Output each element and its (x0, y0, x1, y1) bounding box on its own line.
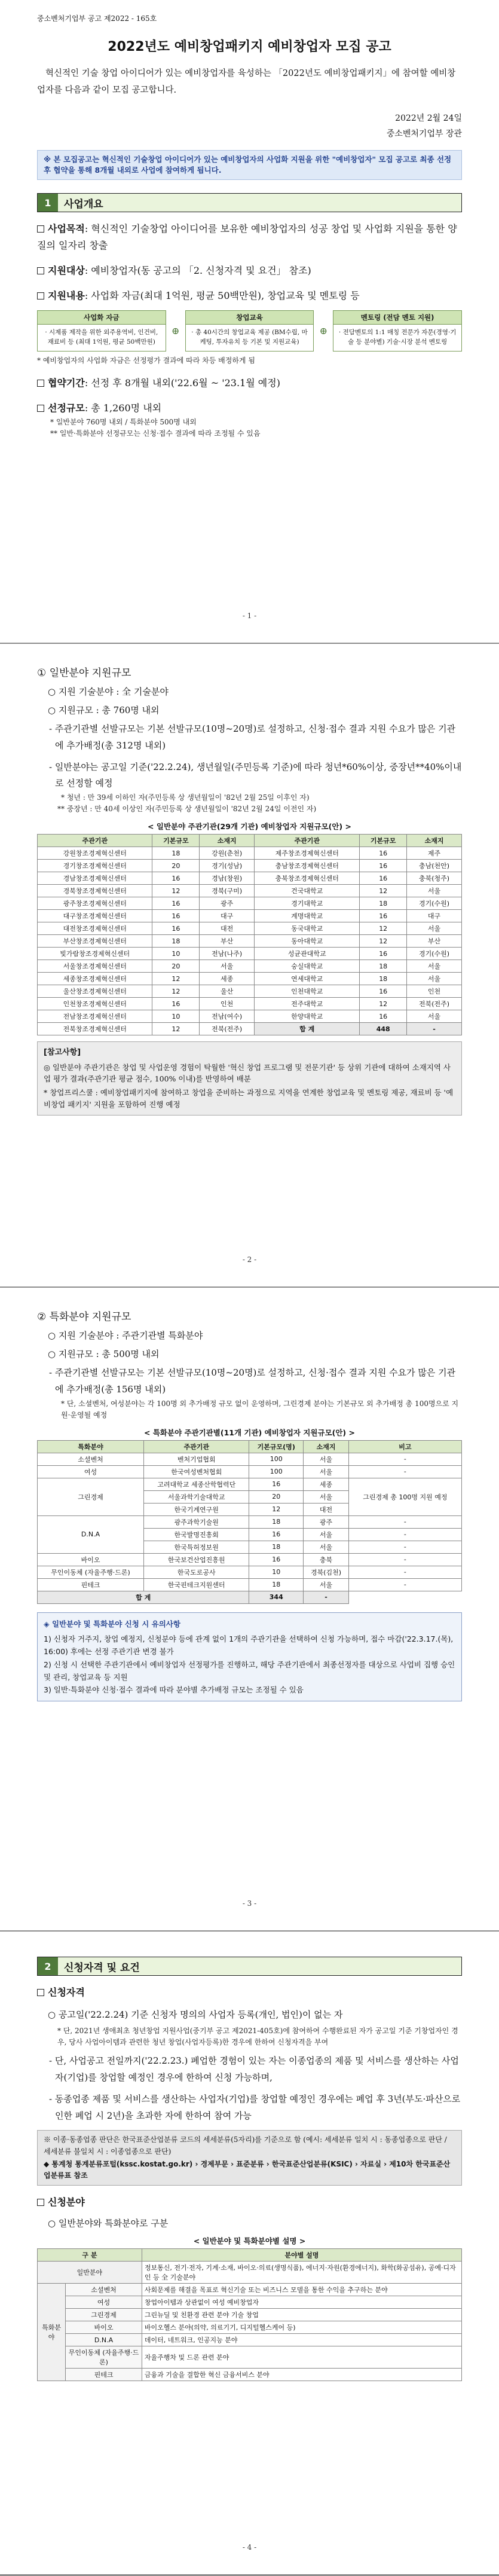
table-cell: 18 (249, 1515, 304, 1528)
general-field-heading: ① 일반분야 지원규모 (37, 667, 131, 679)
table-cell: 12 (152, 1023, 200, 1035)
table-cell: 제주 (407, 847, 462, 860)
table-cell: 20 (152, 860, 200, 872)
table-cell: 세종창조경제혁신센터 (38, 973, 152, 985)
table-cell: - (348, 1465, 461, 1478)
table-cell: 합 계 (255, 1023, 360, 1035)
table-cell: 핀테크 (66, 2369, 142, 2381)
table-cell: 경북창조경제혁신센터 (38, 885, 152, 897)
table-cell: 광주 (304, 1515, 349, 1528)
table-header-cell: 소재지 (407, 835, 462, 847)
table-cell: 전남(나주) (200, 948, 255, 960)
table-cell: 대전 (200, 922, 255, 935)
flow-box-mentoring: 멘토링 (전담 멘토 지원) · 전담멘토의 1:1 매칭 전문가 자문(경영·기술 등 분야별) 기술·시장 분석 멘토링 (333, 310, 462, 352)
table-cell: 전북(전주) (407, 998, 462, 1010)
checkbox-square-icon (37, 380, 44, 387)
table-cell: 서울 (304, 1528, 349, 1541)
table-cell: 16 (152, 922, 200, 935)
table-row (38, 2284, 462, 2296)
section-label: 신청자격 및 요건 (58, 1957, 461, 1975)
page-3 (0, 1288, 499, 1932)
table-row (38, 960, 462, 973)
content-item: 지원내용: 사업화 자금(최대 1억원, 평균 50백만원), 창업교육 및 멘토링 등 (37, 288, 462, 304)
table-cell: 여성 (38, 1465, 144, 1478)
table-cell: 16 (360, 847, 407, 860)
table-cell: 경북(구미) (200, 885, 255, 897)
application-notes-box (37, 1612, 462, 1702)
table-cell: 서울 (407, 973, 462, 985)
industry-code-box (37, 2130, 462, 2186)
eligibility-detail-1: - 단, 사업공고 전일까지('22.2.23.) 폐업한 경험이 있는 자는 이종업종의 제품 및 서비스를 생산하는 사업자(기업)를 창업할 예정인 경우에 한하여 신청 가능하며, (49, 2055, 459, 2083)
table-cell: 동국대학교 (255, 922, 360, 935)
table-cell: 창업아이템과 상관없이 여성 예비창업자 (142, 2296, 461, 2309)
checkbox-square-icon (37, 1989, 44, 1996)
table-row (38, 1515, 462, 1528)
plus-icon: ⊕ (319, 325, 328, 337)
table-cell: 세종 (304, 1478, 349, 1490)
middle-age-note: ** 중장년 : 만 40세 이상인 자(주민등록 상 생년월일이 '82년 2월 24일 이전인 자) (57, 805, 317, 814)
reference-box (37, 1041, 462, 1116)
table-cell: - (348, 1453, 461, 1465)
table-cell: 무인이동체 (자율주행·드론) (66, 2346, 142, 2369)
support-flow (37, 310, 462, 352)
table-cell: 소셜벤처 (38, 1453, 144, 1465)
table-row (38, 2369, 462, 2381)
plus-icon: ⊕ (171, 325, 180, 337)
table-cell: 12 (360, 885, 407, 897)
table-row (38, 2296, 462, 2309)
table-row (38, 1010, 462, 1023)
table-cell: 바이오헬스 분야(의약, 의료기기, 디지털헬스케어 등) (142, 2321, 461, 2334)
reference-item-2: * 창업프리스쿨 : 예비창업패키지에 참여하고 창업을 준비하는 과정으로 지역을 연계한 창업교육 및 멘토링 제공, 재료비 등 '예비창업 패키지' 지원을 포함하여 진행 예정 (44, 1088, 454, 1109)
table-cell: 10 (152, 948, 200, 960)
table-cell: 16 (152, 910, 200, 922)
table-cell: 12 (360, 935, 407, 948)
table-cell: 18 (360, 973, 407, 985)
table-row (38, 985, 462, 998)
table-cell: 충남창조경제혁신센터 (255, 860, 360, 872)
general-table-caption: < 일반분야 주관기관(29개 기관) 예비창업자 지원규모(안) > (148, 822, 351, 832)
table-cell: 인천 (407, 985, 462, 998)
table-cell: 100 (249, 1453, 304, 1465)
table-cell: 강원창조경제혁신센터 (38, 847, 152, 860)
table-cell: 18 (152, 847, 200, 860)
table-cell: 한국도로공사 (144, 1566, 249, 1578)
table-cell: 대전창조경제혁신센터 (38, 922, 152, 935)
table-cell: 그린경제 (38, 1478, 144, 1515)
table-cell: 16 (360, 985, 407, 998)
reference-item-1: ◎ 일반분야 주관기관은 창업 및 사업운영 경험이 탁월한 '혁신 창업 프로그램 및 전문기관' 등 상위 기관에 대하여 소재지역 사업 평가 결과(주관기관 평균 점수, 100% 이내)를 반영하여 배분 (44, 1062, 451, 1083)
table-row (38, 948, 462, 960)
section-number: 2 (38, 1957, 58, 1975)
table-cell: 서울 (304, 1541, 349, 1553)
table-cell: 서울 (407, 960, 462, 973)
table-cell: 특화분야 (38, 2284, 66, 2381)
special-field-heading: ② 특화분야 지원규모 (37, 1311, 131, 1323)
table-cell: 핀테크 (38, 1578, 144, 1591)
table-cell: 울산창조경제혁신센터 (38, 985, 152, 998)
checkbox-square-icon (37, 2199, 44, 2206)
table-cell: 16 (360, 860, 407, 872)
table-cell: 자율주행차 및 드론 관련 분야 (142, 2346, 461, 2369)
table-row (38, 1478, 462, 1490)
table-cell: 경남(창원) (200, 872, 255, 885)
table-row (38, 1566, 462, 1578)
table-cell: 그린경제 (66, 2309, 142, 2321)
table-cell: 서울 (200, 960, 255, 973)
table-cell: 20 (152, 960, 200, 973)
table-row (38, 910, 462, 922)
table-cell: 여성 (66, 2296, 142, 2309)
table-cell: 서울창조경제혁신센터 (38, 960, 152, 973)
table-cell: 광주창조경제혁신센터 (38, 897, 152, 910)
table-cell: 서울 (407, 885, 462, 897)
table-cell: 10 (249, 1566, 304, 1578)
table-cell: 18 (360, 897, 407, 910)
page-number: - 4 - (242, 2543, 257, 2551)
table-header-cell: 기본규모 (152, 835, 200, 847)
table-cell: 서울 (304, 1465, 349, 1478)
table-cell: 일반분야 (38, 2262, 142, 2284)
special-table-caption: < 특화분야 주관기관별(11개 기관) 예비창업자 지원규모(안) > (144, 1428, 355, 1437)
table-row (38, 935, 462, 948)
page-number: - 1 - (242, 612, 257, 620)
table-cell: 광주과학기술원 (144, 1515, 249, 1528)
table-cell: 그린뉴딜 및 친환경 관련 분야 기술 창업 (142, 2309, 461, 2321)
industry-code-note: ※ 이종·동종업종 판단은 한국표준산업분류 코드의 세세분류(5자리)를 기준으로 함 (예시: 세세분류 일치 시 : 동종업종으로 판단 / 세세분류 불일치 시 : 이종업종으로 판단) (44, 2135, 447, 2156)
industry-code-link: ◆ 통계청 통계분류포털(kssc.kostat.go.kr) › 경제부문 › 표준분류 › 한국표준산업분류(KSIC) › 자료실 › 제10차 한국표준산업분류표 참조 (44, 2159, 451, 2180)
section-label: 사업개요 (58, 194, 461, 212)
special-scale: ○ 지원규모 : 총 500명 내외 (48, 1349, 160, 1359)
table-row (38, 1465, 462, 1478)
table-header-cell: 특화분야 (38, 1440, 144, 1453)
table-cell: 서울 (407, 1010, 462, 1023)
table-header-cell: 구 분 (38, 2249, 142, 2262)
table-cell: 전남(여수) (200, 1010, 255, 1023)
table-cell: 고려대학교 세종산학협력단 (144, 1478, 249, 1490)
table-cell: - (407, 1023, 462, 1035)
table-cell: 서울 (304, 1453, 349, 1465)
table-cell: 세종 (200, 973, 255, 985)
table-cell: 서울 (304, 1490, 349, 1503)
section-2-title (37, 1957, 462, 1976)
checkbox-square-icon (37, 292, 44, 300)
table-cell: D.N.A (66, 2334, 142, 2346)
notice-date: 2022년 2월 24일 (395, 114, 462, 124)
table-row (38, 2346, 462, 2369)
table-cell: 한국보건산업진흥원 (144, 1553, 249, 1566)
table-cell: 16 (249, 1528, 304, 1541)
table-cell: 12 (249, 1503, 304, 1515)
table-cell: 경기(수원) (407, 948, 462, 960)
field-intro: ○ 일반분야와 특화분야로 구분 (48, 2218, 169, 2229)
table-cell: 10 (152, 1010, 200, 1023)
table-cell: 16 (360, 872, 407, 885)
table-cell: 전주대학교 (255, 998, 360, 1010)
table-cell: 충북(청주) (407, 872, 462, 885)
table-header-cell: 기본규모(명) (249, 1440, 304, 1453)
table-cell: 인천대학교 (255, 985, 360, 998)
table-cell: 경북(김천) (304, 1566, 349, 1578)
table-cell: - (348, 1528, 461, 1541)
table-cell: 한양대학교 (255, 1010, 360, 1023)
table-cell: 빛가람창조경제혁신센터 (38, 948, 152, 960)
table-row (38, 872, 462, 885)
table-cell: 경기창조경제혁신센터 (38, 860, 152, 872)
general-scale: ○ 지원규모 : 총 760명 내외 (48, 705, 160, 716)
table-row (38, 922, 462, 935)
checkbox-square-icon (37, 225, 44, 233)
general-table (37, 834, 462, 1035)
table-cell: 한국여성벤처협회 (144, 1465, 249, 1478)
table-cell: 부산 (407, 935, 462, 948)
table-cell: 정보통신, 전기·전자, 기계·소재, 바이오·의료(생명식품), 에너지·자원(환경에너지), 화학(화공섬유), 공예·디자인 등 全 기술분야 (142, 2262, 461, 2284)
field-table-caption: < 일반분야 및 특화분야별 설명 > (193, 2236, 306, 2246)
table-cell: - (348, 1553, 461, 1566)
scale-note-1: * 일반분야 760명 내외 / 특화분야 500명 내외 (50, 418, 197, 427)
eligibility-heading: 신청자격 (37, 1984, 462, 2001)
page-title: 2022년도 예비창업패키지 예비창업자 모집 공고 (108, 39, 391, 54)
youth-note: * 청년 : 만 39세 이하인 자(주민등록 상 생년월일이 '82년 2월 25일 이후인 자) (61, 793, 310, 802)
table-cell: 18 (360, 960, 407, 973)
table-cell: 한국발명진흥회 (144, 1528, 249, 1541)
table-cell: 경남창조경제혁신센터 (38, 872, 152, 885)
table-row (38, 1023, 462, 1035)
table-cell: 무인이동체 (자율주행·드론) (38, 1566, 144, 1578)
table-header-cell: 분야별 설명 (142, 2249, 461, 2262)
table-cell: 16 (360, 910, 407, 922)
table-cell: 16 (360, 1010, 407, 1023)
table-header-cell: 주관기관 (144, 1440, 249, 1453)
table-cell: 연세대학교 (255, 973, 360, 985)
table-cell: - (348, 1578, 461, 1591)
page-2 (0, 644, 499, 1288)
table-cell: 금융과 기술을 결합한 혁신 금융서비스 분야 (142, 2369, 461, 2381)
table-cell: 전북(전주) (200, 1023, 255, 1035)
table-cell: 충북창조경제혁신센터 (255, 872, 360, 885)
purpose-item: 사업목적: 혁신적인 기술창업 아이디어를 보유한 예비창업자의 성공 창업 및 사업화 지원을 통한 양질의 일자리 창출 (37, 223, 457, 252)
table-header-cell: 주관기관 (255, 835, 360, 847)
checkbox-square-icon (37, 405, 44, 412)
table-cell: 경기(성남) (200, 860, 255, 872)
table-row (38, 2262, 462, 2284)
table-cell: 서울과학기술대학교 (144, 1490, 249, 1503)
table-cell: - (304, 1591, 349, 1603)
table-cell: 16 (152, 872, 200, 885)
table-cell: 계명대학교 (255, 910, 360, 922)
table-cell: - (348, 1541, 461, 1553)
notice-banner: ※ 본 모집공고는 혁신적인 기술창업 아이디어가 있는 예비창업자의 사업화 지원을 위한 "예비창업자" 모집 공고로 최종 선정 후 협약을 통해 8개월 내외로 사업에 참여하게 됩니다. (37, 150, 462, 180)
scale-item: 선정규모: 총 1,260명 내외 (37, 400, 462, 417)
application-note-3: 3) 일반·특화분야 신청·접수 결과에 따라 분야별 추가배정 규모는 조정될 수 있음 (44, 1685, 304, 1695)
table-cell: 12 (360, 998, 407, 1010)
general-detail-2: - 일반분야는 공고일 기준('22.2.24), 생년월일(주민등록 기준)에 따라 청년*60%이상, 중장년**40%이내로 선정할 예정 (49, 761, 462, 789)
period-item: 협약기간: 선정 후 8개월 내외('22.6월 ~ '23.1월 예정) (37, 375, 462, 392)
table-cell: 벤처기업협회 (144, 1453, 249, 1465)
table-cell: 충남(천안) (407, 860, 462, 872)
table-cell: 인천창조경제혁신센터 (38, 998, 152, 1010)
general-detail-1: - 주관기관별 선발규모는 기본 선발규모(10명~20명)로 설정하고, 신청·접수 결과 지원 수요가 많은 기관에 추가배정(총 312명 내외) (49, 723, 456, 751)
eligibility-main: ○ 공고일('22.2.24) 기준 신청자 명의의 사업자 등록(개인, 법인)이 없는 자 (48, 2009, 343, 2020)
table-cell: 사회문제를 해결을 목표로 혁신기술 또는 비즈니스 모델을 통한 수익을 추구하는 분야 (142, 2284, 461, 2296)
eligibility-detail-2: - 동종업종 제품 및 서비스를 생산하는 사업자(기업)를 창업할 예정인 경우에는 폐업 후 3년(부도·파산으로 인한 폐업 시 2년)을 초과한 자에 한하여 참여 가능 (49, 2093, 461, 2121)
flow-box-education: 창업교육 · 총 40시간의 창업교육 제공 (BM수립, 마케팅, 투자유치 등 기본 및 지원교육) (185, 310, 314, 352)
table-cell: 전남창조경제혁신센터 (38, 1010, 152, 1023)
table-row (38, 897, 462, 910)
application-note-2: 2) 신청 시 선택한 주관기관에서 예비창업자 선정평가를 진행하고, 해당 주관기관에서 최종선정자를 대상으로 사업비 집행 승인 및 관리, 창업교육 등 지원 (44, 1660, 455, 1682)
table-cell: 데이터, 네트워크, 인공지능 분야 (142, 2334, 461, 2346)
table-cell: 대구 (407, 910, 462, 922)
table-cell: 부산창조경제혁신센터 (38, 935, 152, 948)
table-cell: 한국기계연구원 (144, 1503, 249, 1515)
table-row (38, 2321, 462, 2334)
page-1 (0, 0, 499, 644)
table-cell: 합 계 (38, 1591, 249, 1603)
table-row (38, 1578, 462, 1591)
table-cell: 16 (360, 948, 407, 960)
table-cell: 바이오 (38, 1553, 144, 1566)
flow-box-funding: 사업화 자금 · 시제품 제작을 위한 외주용역비, 인건비, 재료비 등 (최대 1억원, 평균 50백만원) (37, 310, 166, 352)
table-cell: 한국특허정보원 (144, 1541, 249, 1553)
table-row (38, 1453, 462, 1465)
table-row (38, 2334, 462, 2346)
table-cell: 20 (249, 1490, 304, 1503)
table-row (38, 998, 462, 1010)
target-item: 지원대상: 예비창업자(동 공고의 「2. 신청자격 및 요건」 참조) (37, 262, 462, 279)
table-cell: 12 (360, 922, 407, 935)
table-cell: 대구창조경제혁신센터 (38, 910, 152, 922)
table-cell: - (348, 1566, 461, 1578)
table-cell: 12 (152, 985, 200, 998)
table-cell: 충북 (304, 1553, 349, 1566)
notice-signer: 중소벤처기업부 장관 (386, 129, 462, 139)
table-cell: 강원(춘천) (200, 847, 255, 860)
application-note-1: 1) 신청자 거주지, 창업 예정지, 신청분야 등에 관계 없이 1개의 주관기관을 선택하여 신청 가능하며, 접수 마감('22.3.17.(목), 16:00) 후에는 선정 주관기관 변경 불가 (44, 1634, 454, 1657)
table-cell: 12 (152, 885, 200, 897)
table-cell: 18 (249, 1578, 304, 1591)
table-cell: 16 (152, 897, 200, 910)
table-row (38, 1553, 462, 1566)
table-row (38, 1591, 462, 1603)
table-cell: D.N.A (38, 1515, 144, 1553)
page-number: - 3 - (242, 1899, 257, 1908)
special-detail-1: - 주관기관별 선발규모는 기본 선발규모(10명~20명)로 설정하고, 신청·접수 결과 지원 수요가 많은 기관에 추가배정(총 156명 내외) (49, 1367, 456, 1395)
field-table (37, 2248, 462, 2381)
table-cell: - (348, 1515, 461, 1528)
table-cell: 부산 (200, 935, 255, 948)
table-cell: 16 (249, 1478, 304, 1490)
notice-ref-number: 중소벤처기업부 공고 제2022 - 165호 (37, 14, 157, 23)
table-cell: 12 (152, 973, 200, 985)
special-table (37, 1440, 462, 1604)
table-header-cell: 소재지 (200, 835, 255, 847)
field-heading: 신청분야 (37, 2194, 462, 2211)
table-cell: 동아대학교 (255, 935, 360, 948)
table-row (38, 860, 462, 872)
table-cell: 울산 (200, 985, 255, 998)
flow-note: * 예비창업자의 사업화 자금은 선정평가 결과에 따라 차등 배정하게 됨 (37, 356, 255, 365)
table-cell: 그린경제 총 100명 지원 예정 (348, 1478, 461, 1515)
table-row (38, 973, 462, 985)
table-cell: 경기(수원) (407, 897, 462, 910)
special-tech-field: ○ 지원 기술분야 : 주관기관별 특화분야 (48, 1330, 203, 1341)
table-cell: 100 (249, 1465, 304, 1478)
table-cell: 서울 (304, 1578, 349, 1591)
table-cell: 대전 (304, 1503, 349, 1515)
scale-note-2: ** 일반·특화분야 선정규모는 신청·접수 결과에 따라 조정될 수 있음 (50, 429, 261, 438)
table-cell: 18 (249, 1541, 304, 1553)
application-notes-title: ◈ 일반분야 및 특화분야 신청 시 유의사항 (44, 1619, 180, 1628)
table-row (38, 885, 462, 897)
intro-paragraph: 혁신적인 기술 창업 아이디어가 있는 예비창업자를 육성하는 「2022년도 예비창업패키지」에 참여할 예비창업자를 다음과 같이 모집 공고합니다. (37, 69, 456, 95)
table-cell: 전북창조경제혁신센터 (38, 1023, 152, 1035)
page-4 (0, 1932, 499, 2575)
reference-title: [참고사항] (44, 1048, 81, 1058)
table-header-cell: 주관기관 (38, 835, 152, 847)
table-header-cell: 소재지 (304, 1440, 349, 1453)
table-cell: 16 (152, 998, 200, 1010)
table-cell: 16 (249, 1553, 304, 1566)
table-cell: 바이오 (66, 2321, 142, 2334)
table-cell: 344 (249, 1591, 304, 1603)
table-cell: 인천 (200, 998, 255, 1010)
general-tech-field: ○ 지원 기술분야 : 全 기술분야 (48, 686, 169, 697)
checkbox-square-icon (37, 267, 44, 274)
table-cell: 성균관대학교 (255, 948, 360, 960)
table-row (38, 2309, 462, 2321)
table-header-cell: 비고 (348, 1440, 461, 1453)
table-cell: 대구 (200, 910, 255, 922)
table-cell: 서울 (407, 922, 462, 935)
table-cell: 건국대학교 (255, 885, 360, 897)
table-cell: 448 (360, 1023, 407, 1035)
table-cell: 경기대학교 (255, 897, 360, 910)
table-cell: 18 (152, 935, 200, 948)
table-cell: 제주창조경제혁신센터 (255, 847, 360, 860)
section-1-title (37, 193, 462, 212)
section-number: 1 (38, 194, 58, 212)
table-header-cell: 기본규모 (360, 835, 407, 847)
table-cell: 숭실대학교 (255, 960, 360, 973)
table-row (38, 847, 462, 860)
eligibility-note: * 단, 2021년 생애최초 청년창업 지원사업(중기부 공고 제2021-405호)에 참여하여 수행완료된 자가 공고일 기준 기창업자인 경우, 당사 사업아이템과 관련한 청년 창업(사업자등록)한 경우에 한하여 신청자격을 부여 (57, 2027, 458, 2047)
page-number: - 2 - (242, 1255, 257, 1264)
special-detail-note: * 단, 소셜벤처, 여성분야는 각 100명 외 추가배정 규모 없이 운영하며, 그린경제 분야는 기본규모 외 추가배정 총 100명으로 지원·운영될 예정 (61, 1399, 459, 1419)
table-cell: 광주 (200, 897, 255, 910)
table-cell: 한국핀테크지원센터 (144, 1578, 249, 1591)
table-cell: 소셜벤처 (66, 2284, 142, 2296)
